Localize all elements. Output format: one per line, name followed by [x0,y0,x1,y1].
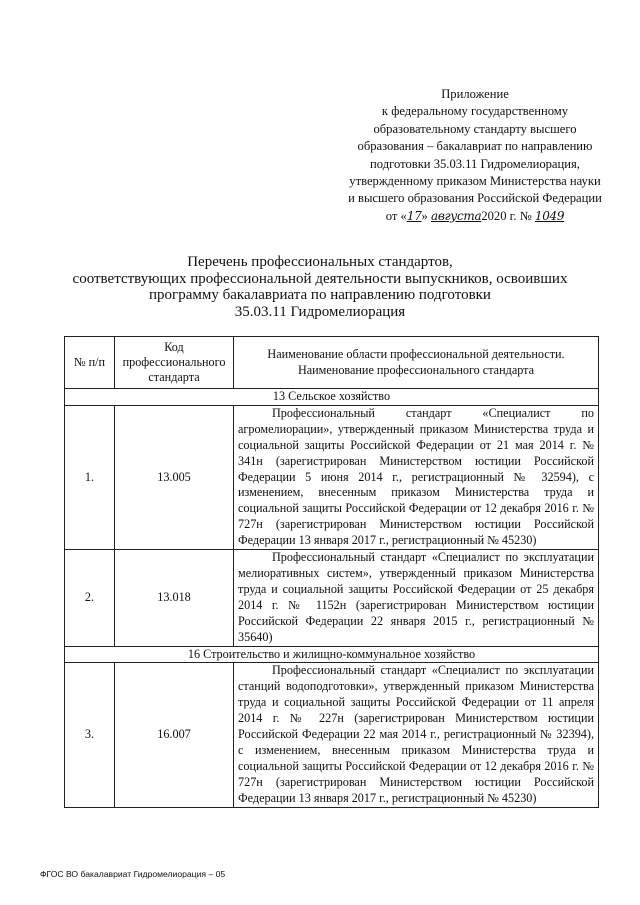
section-title: 16 Строительство и жилищно-коммунальное хозяйство [65,646,599,663]
appendix-line-5: утвержденному приказом Министерства науки [349,174,601,189]
appendix-block [330,86,620,225]
title-line-3: программу бакалавриата по направлению подготовки [149,287,491,304]
title-line-4: 35.03.11 Гидромелиорация [234,303,406,320]
appendix-line-4: подготовки 35.03.11 Гидромелиорация, [370,156,580,171]
page-footer: ФГОС ВО бакалавриат Гидромелиорация – 05 [40,869,226,879]
header-code: Код профессионального стандарта [115,337,234,389]
appendix-date-line [330,208,620,225]
table-row [65,405,599,549]
appendix-heading: Приложение [441,87,509,101]
header-name: Наименование области профессиональной деятельности. Наименование профессионального стандарта [234,337,599,389]
section-row [65,646,599,663]
appendix-line-1: к федеральному государственному [381,104,569,119]
row-num: 1. [65,405,115,549]
row-description [234,663,599,807]
appendix-line-3: образования – бакалавриат по направлению [357,139,593,154]
table-row [65,550,599,646]
row-code: 16.007 [115,663,234,807]
order-number: 1049 [534,208,565,223]
date-month: августа [430,208,482,223]
row-description [234,550,599,646]
row-code: 13.018 [115,550,234,646]
date-sep: » [421,208,431,223]
row-text: Профессиональный стандарт «Специалист по агромелиорации», утвержденный приказом Министерства труда и социальной защиты Российской Федерации от 21 мая 2014 г. № 341н (зарегистрирован Министерством юстиции Российской Федерации 5 июня 2014 г., регистрационный № 32594), с изменением, внесенным приказом Министерства труда и социальной защиты Российской Федерации от 12 декабря 2016 г. № 727н (зарегистрирован Министерством юстиции Российской Федерации 13 января 2017 г., регистрационный № 45230) [238,405,594,548]
title-line-2: соответствующих профессиональной деятельности выпускников, освоивших [72,270,568,287]
section-row [65,389,599,406]
table-header-row [65,337,599,389]
date-prefix: от « [385,208,407,223]
date-year: 2020 г. № [481,208,532,223]
row-text: Профессиональный стандарт «Специалист по эксплуатации мелиоративных систем», утвержденный приказом Министерства труда и социальной защиты Российской Федерации от 25 декабря 2014 г. № 1152н (зарегистрирован Министерством юстиции Российской Федерации 22 января 2015 г., регистрационный № 35640) [238,550,594,644]
row-num: 2. [65,550,115,646]
table-row [65,663,599,807]
appendix-line-2: образовательному стандарту высшего [373,121,577,136]
row-num: 3. [65,663,115,807]
header-num: № п/п [65,337,115,389]
appendix-line-6: и высшего образования Российской Федерации [348,191,602,206]
title-line-1: Перечень профессиональных стандартов, [187,254,453,270]
document-title [40,254,600,320]
row-text: Профессиональный стандарт «Специалист по эксплуатации станций водоподготовки», утвержденный приказом Министерства труда и социальной защиты Российской Федерации от 11 апреля 2014 г. № 227н (зарегистрирован Министерством юстиции Российской Федерации 22 мая 2014 г., регистрационный № 32394), с изменением, внесенным приказом Министерства труда и социальной защиты Российской Федерации от 12 декабря 2016 г. № 727н (зарегистрирован Министерством юстиции Российской Федерации 13 января 2017 г., регистрационный № 45230) [238,663,594,805]
date-day: 17 [406,208,422,223]
row-code: 13.005 [115,405,234,549]
section-title: 13 Сельское хозяйство [65,389,599,406]
standards-table [64,336,599,808]
row-description [234,405,599,549]
